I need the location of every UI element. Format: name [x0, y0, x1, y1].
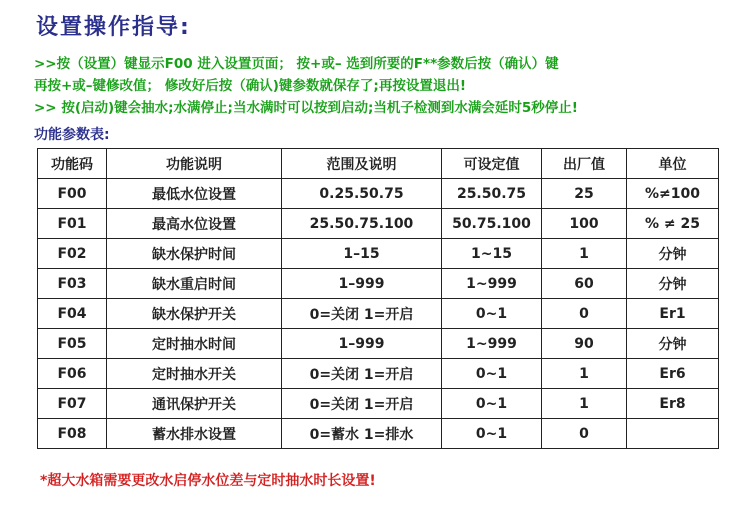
cell-range: 1–15	[282, 239, 442, 269]
cell-code: F07	[38, 389, 107, 419]
cell-code: F02	[38, 239, 107, 269]
cell-factory: 1	[542, 359, 627, 389]
table-row	[38, 359, 719, 389]
footnote: *超大水箱需要更改水启停水位差与定时抽水时长设置!	[40, 473, 376, 489]
cell-range: 25.50.75.100	[282, 209, 442, 239]
table-title: 功能参数表:	[34, 127, 110, 143]
table-row	[38, 419, 719, 449]
cell-settable: 1~15	[442, 239, 542, 269]
cell-range: 0=关闭 1=开启	[282, 389, 442, 419]
table-row	[38, 299, 719, 329]
table-row	[38, 179, 719, 209]
cell-description: 最低水位设置	[107, 179, 282, 209]
cell-factory: 0	[542, 299, 627, 329]
cell-description: 最高水位设置	[107, 209, 282, 239]
cell-factory: 0	[542, 419, 627, 449]
cell-description: 通讯保护开关	[107, 389, 282, 419]
cell-settable: 50.75.100	[442, 209, 542, 239]
cell-range: 0=关闭 1=开启	[282, 299, 442, 329]
cell-unit: 分钟	[627, 269, 719, 299]
cell-settable: 0~1	[442, 299, 542, 329]
cell-range: 1–999	[282, 329, 442, 359]
cell-unit: Er8	[627, 389, 719, 419]
cell-description: 缺水保护开关	[107, 299, 282, 329]
cell-factory: 90	[542, 329, 627, 359]
cell-description: 定时抽水开关	[107, 359, 282, 389]
table-row	[38, 389, 719, 419]
cell-factory: 1	[542, 389, 627, 419]
cell-factory: 1	[542, 239, 627, 269]
table-row	[38, 269, 719, 299]
cell-code: F06	[38, 359, 107, 389]
header-factory: 出厂值	[542, 149, 627, 179]
instruction-line-2: 再按+或–键修改值； 修改好后按（确认)键参数就保存了;再按设置退出!	[34, 78, 466, 94]
cell-range: 1–999	[282, 269, 442, 299]
header-unit: 单位	[627, 149, 719, 179]
cell-description: 蓄水排水设置	[107, 419, 282, 449]
cell-unit: Er6	[627, 359, 719, 389]
cell-settable: 0~1	[442, 359, 542, 389]
cell-settable: 0~1	[442, 419, 542, 449]
cell-description: 定时抽水时间	[107, 329, 282, 359]
cell-range: 0.25.50.75	[282, 179, 442, 209]
cell-code: F05	[38, 329, 107, 359]
cell-settable: 1~999	[442, 269, 542, 299]
parameter-table	[37, 148, 719, 449]
header-description: 功能说明	[107, 149, 282, 179]
cell-settable: 1~999	[442, 329, 542, 359]
cell-settable: 25.50.75	[442, 179, 542, 209]
header-settable: 可设定值	[442, 149, 542, 179]
instruction-line-1: >>按（设置）键显示F00 进入设置页面； 按+或– 选到所要的F**参数后按（确认）键	[34, 56, 559, 72]
cell-unit: % ≠ 25	[627, 209, 719, 239]
table-row	[38, 329, 719, 359]
cell-unit	[627, 419, 719, 449]
cell-unit: Er1	[627, 299, 719, 329]
cell-range: 0=关闭 1=开启	[282, 359, 442, 389]
cell-settable: 0~1	[442, 389, 542, 419]
cell-description: 缺水保护时间	[107, 239, 282, 269]
cell-code: F03	[38, 269, 107, 299]
cell-unit: 分钟	[627, 239, 719, 269]
cell-factory: 25	[542, 179, 627, 209]
header-code: 功能码	[38, 149, 107, 179]
cell-description: 缺水重启时间	[107, 269, 282, 299]
cell-code: F08	[38, 419, 107, 449]
cell-code: F04	[38, 299, 107, 329]
table-row	[38, 239, 719, 269]
cell-code: F01	[38, 209, 107, 239]
table-header-row	[38, 149, 719, 179]
table-row	[38, 209, 719, 239]
cell-unit: %≠100	[627, 179, 719, 209]
cell-factory: 60	[542, 269, 627, 299]
cell-range: 0=蓄水 1=排水	[282, 419, 442, 449]
cell-code: F00	[38, 179, 107, 209]
instruction-line-3: >> 按(启动)键会抽水;水满停止;当水满时可以按到启动;当机子检测到水满会延时5秒停止!	[34, 100, 578, 116]
cell-factory: 100	[542, 209, 627, 239]
header-range: 范围及说明	[282, 149, 442, 179]
page-title: 设置操作指导:	[36, 15, 191, 40]
cell-unit: 分钟	[627, 329, 719, 359]
